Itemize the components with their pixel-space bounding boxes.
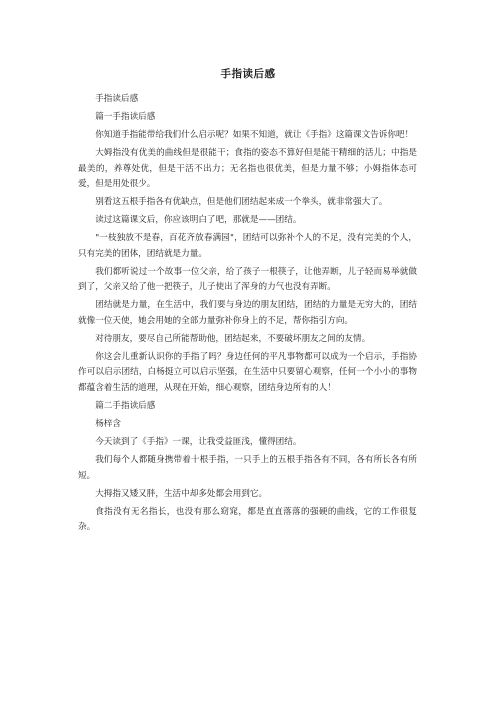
paragraph: 篇一手指读后感 (95, 111, 156, 122)
document-title: 手指读后感 (220, 68, 276, 80)
paragraph: 今天读到了《手指》一课，让我受益匪浅，懂得团结。 (95, 436, 302, 447)
paragraph: 我们都听说过一个故事一位父亲，给了孩子一根筷子，让他弄断，儿子轻而易举就做到了，父亲又给了他一把筷子，儿子使出了浑身的力气也没有弄断。 (78, 266, 417, 293)
paragraph: 团结就是力量，在生活中，我们要与身边的朋友团结，团结的力量是无穷大的，团结就像一位天使，她会用她的全部力量弥补你身上的不足，帮你指引方向。 (78, 300, 417, 326)
author-name: 杨梓含 (95, 418, 121, 429)
paragraph: 读过这篇课文后，你应该明白了吧，那就是——团结。 (95, 215, 302, 226)
paragraph: 你这会儿重新认识你的手指了吗？身边任何的平凡事物都可以成为一个启示，手指协作可以启示团结，白杨挺立可以启示坚强，在生活中只要留心观察，任何一个小小的事物都蕴含着生活的道理，从现在开始，细心观察，团结身边所有的人！ (78, 351, 417, 393)
paragraph: 你知道手指能带给我们什么启示呢？如果不知道，就让《手指》这篇课文告诉你吧！ (95, 129, 414, 140)
paragraph: 篇二手指读后感 (95, 400, 156, 411)
paragraph: 手指读后感 (95, 94, 139, 104)
paragraph: 大拇指又矮又胖，生活中却多处都会用到它。 (95, 488, 268, 499)
paragraph: 对待朋友，要尽自己所能帮助他，团结起来，不要破坏朋友之间的友情。 (95, 333, 371, 344)
paragraph: 大姆指没有优美的曲线但是很能干；食指的姿态不算好但是能干精细的活儿；中指是最美的，养尊处优，但是干活不出力；无名指也很优美，但是力量不够；小姆指体态可爱，但是用处很少。 (78, 147, 417, 190)
paragraph: 食指没有无名指长，也没有那么窈窕，都是直直落落的强硬的曲线，它的工作很复杂。 (78, 506, 417, 533)
paragraph: 我们每个人都随身携带着十根手指，一只手上的五根手指各有不同，各有所长各有所短。 (78, 454, 417, 481)
paragraph: 别看这五根手指各有优缺点，但是他们团结起来成一个拳头，就非常强大了。 (95, 197, 388, 208)
paragraph: "一枝独放不是春，百花齐放春满园"，团结可以弥补个人的不足，没有完美的个人，只有完美的团体，团结就是力量。 (78, 233, 417, 259)
document-body (78, 92, 417, 538)
